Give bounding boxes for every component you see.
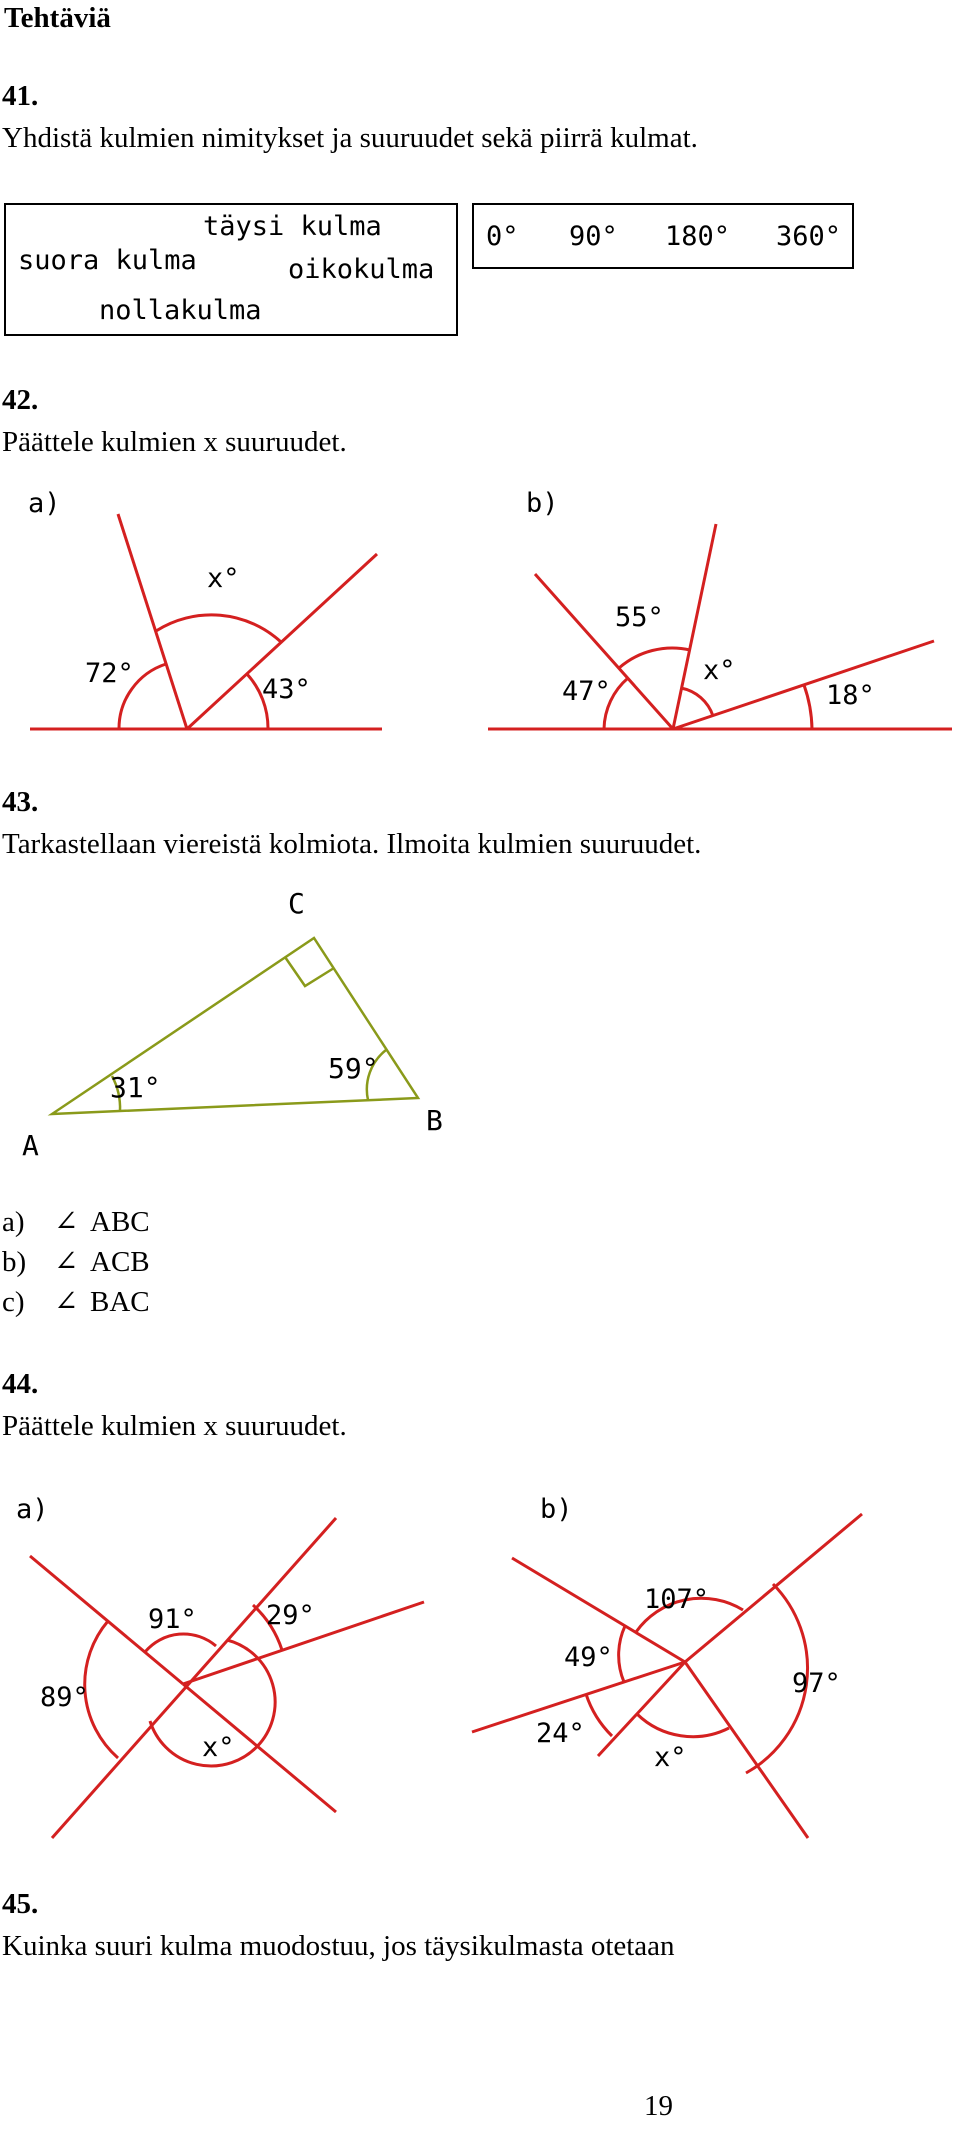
item-label: c): [2, 1286, 25, 1318]
fig44a-arc-91: [145, 1634, 216, 1652]
page-title: Tehtäviä: [4, 2, 111, 34]
fig44b-angle-24: 24°: [536, 1718, 585, 1749]
fig44a-line-2: [52, 1518, 336, 1838]
fig42b-angle-55: 55°: [615, 602, 664, 633]
vertex-a-label: A: [22, 1129, 39, 1162]
fig42b-label: b): [526, 488, 559, 519]
fig44b-angle-97: 97°: [792, 1668, 841, 1699]
task-45-text: Kuinka suuri kulma muodostuu, jos täysikulmasta otetaan: [2, 1930, 675, 1962]
vertex-c-label: C: [288, 887, 305, 920]
fig42b-arc-18: [804, 685, 812, 729]
fig42a-angle-x: x°: [207, 563, 240, 594]
fig44b-ray-3: [685, 1662, 808, 1838]
list-item: [2, 1242, 150, 1282]
angle-name-right: suora kulma: [18, 245, 197, 276]
angle-name: BAC: [90, 1286, 150, 1318]
angle-b-value: 59°: [328, 1052, 379, 1085]
fig44a-arc-89: [85, 1621, 118, 1758]
task-41-number: 41.: [2, 80, 39, 112]
angle-symbol-icon: ∠: [54, 1286, 79, 1318]
fig42a-angle-43: 43°: [262, 674, 311, 705]
list-item: [2, 1202, 150, 1242]
angle-name-zero: nollakulma: [99, 295, 262, 326]
vertex-b-label: B: [426, 1104, 443, 1137]
angle-symbol-icon: ∠: [54, 1246, 79, 1278]
fig42b-ray-up: [673, 524, 716, 729]
item-label: a): [2, 1206, 25, 1238]
fig42b-arc-55: [619, 648, 690, 668]
fig42b-arc-x: [681, 688, 713, 716]
task-42-figures: [0, 480, 960, 740]
task-43-number: 43.: [2, 786, 39, 818]
task-41-text: Yhdistä kulmien nimitykset ja suuruudet sekä piirrä kulmat.: [2, 122, 698, 154]
angle-a-value: 31°: [110, 1071, 161, 1104]
task-43-text: Tarkastellaan viereistä kolmiota. Ilmoita kulmien suuruudet.: [2, 828, 702, 860]
task-44-figures: [0, 1470, 960, 1870]
fig44b-ray-2: [685, 1514, 862, 1662]
task-42-text: Päättele kulmien x suuruudet.: [2, 426, 347, 458]
angle-size-360: 360°: [776, 221, 842, 252]
fig44b-label: b): [540, 1494, 573, 1525]
angle-size-0: 0°: [486, 221, 519, 252]
fig42b-angle-x: x°: [703, 655, 736, 686]
fig42a-arc-x: [156, 615, 281, 642]
fig44a-angle-91: 91°: [148, 1604, 197, 1635]
task-45-number: 45.: [2, 1888, 39, 1920]
angle-symbol-icon: ∠: [54, 1206, 79, 1238]
task-44-number: 44.: [2, 1368, 39, 1400]
fig44b-angle-x: x°: [654, 1742, 687, 1773]
task-43-answer-list: [2, 1202, 150, 1322]
angle-size-180: 180°: [665, 221, 731, 252]
fig44a-angle-x: x°: [202, 1732, 235, 1763]
triangle-abc: [52, 938, 418, 1114]
fig44a-angle-89: 89°: [40, 1682, 89, 1713]
fig42b-angle-18: 18°: [826, 680, 875, 711]
angle-name-straight: oikokulma: [288, 254, 435, 285]
angle-names-box: [4, 203, 458, 336]
fig42a-angle-72: 72°: [85, 658, 134, 689]
fig42b-angle-47: 47°: [562, 676, 611, 707]
angle-name: ABC: [90, 1206, 150, 1238]
fig44b-arc-49: [619, 1626, 625, 1682]
fig44b-angle-49: 49°: [564, 1642, 613, 1673]
fig44a-label: a): [16, 1494, 49, 1525]
fig42a-label: a): [28, 488, 61, 519]
fig44b-angle-107: 107°: [644, 1584, 710, 1615]
list-item: [2, 1282, 150, 1322]
angle-name: ACB: [90, 1246, 150, 1278]
task-44-text: Päättele kulmien x suuruudet.: [2, 1410, 347, 1442]
page-number: 19: [644, 2090, 673, 2122]
task-43-triangle-figure: [0, 880, 480, 1170]
fig44b-arc-24: [586, 1694, 612, 1736]
angle-sizes-box: [472, 203, 854, 269]
fig44b-arc-x: [637, 1714, 729, 1737]
task-42-number: 42.: [2, 384, 39, 416]
angle-size-90: 90°: [569, 221, 618, 252]
right-angle-marker: [285, 957, 334, 986]
item-label: b): [2, 1246, 27, 1278]
angle-name-full: täysi kulma: [203, 211, 382, 242]
fig44a-angle-29: 29°: [266, 1600, 315, 1631]
